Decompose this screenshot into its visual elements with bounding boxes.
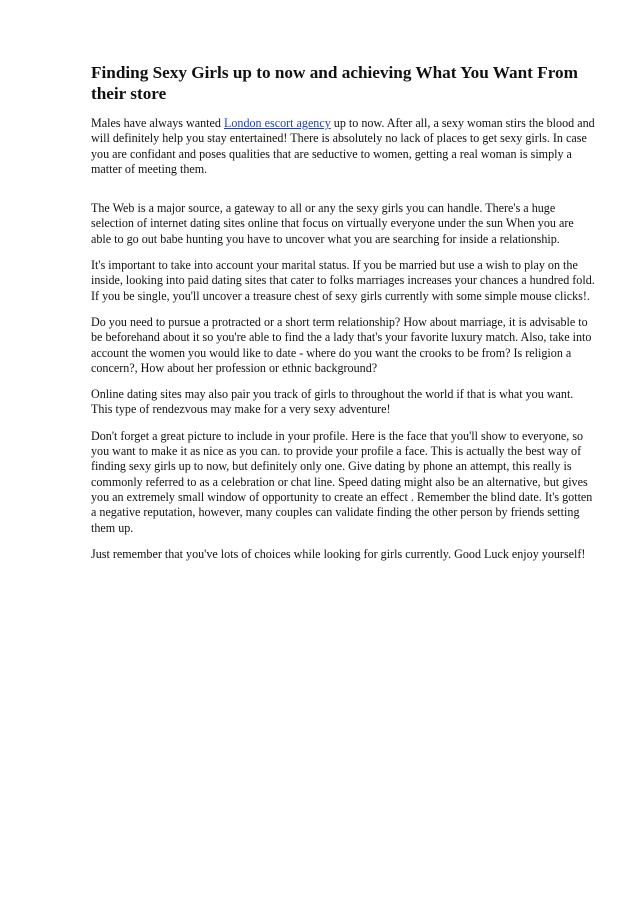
- paragraph-intro: [91, 116, 596, 177]
- document-page: [91, 62, 596, 573]
- paragraph-intro-text-after: up to now. After all, a sexy woman stirs the blood and will definitely help you stay entertained! There is absolutely no lack of places to get sexy girls. In case you are confidant and poses qualities that are seductive to women, getting a real woman is simply a matter of meeting them.: [91, 116, 595, 176]
- paragraph-profile-picture: Don't forget a great picture to include in your profile. Here is the face that you'll show to everyone, so you want to make it as nice as you can. to provide your profile a face. This is actually the best way of finding sexy girls up to now, but definitely only one. Give dating by phone an attempt, this really is commonly referred to as a celebration or chat line. Speed dating might also be an alternative, but gives you an extremely small window of opportunity to create an effect . Remember the blind date. It's gotten a negative reputation, however, many couples can validate finding the other person by friends setting them up.: [91, 428, 593, 535]
- document-title: Finding Sexy Girls up to now and achieving What You Want From their store: [91, 63, 578, 103]
- paragraph-web-source: The Web is a major source, a gateway to all or any the sexy girls you can handle. There's a huge selection of internet dating sites online that focus on virtually everyone under the sun When you are able to go out babe hunting you have to uncover what you are searching for inside a relationship.: [91, 201, 574, 246]
- paragraph-intro-text-before: Males have always wanted: [91, 116, 224, 130]
- paragraph-worldwide: Online dating sites may also pair you track of girls to throughout the world if that is what you want. This type of rendezvous may make for a very sexy adventure!: [91, 387, 574, 417]
- paragraph-closing: Just remember that you've lots of choices while looking for girls currently. Good Luck enjoy yourself!: [91, 546, 586, 561]
- london-escort-agency-link[interactable]: London escort agency: [223, 116, 331, 130]
- paragraph-relationship-type: Do you need to pursue a protracted or a short term relationship? How about marriage, it is advisable to be beforehand about it so you're able to find the a lady that's your favorite luxury match. Also, take into account the women you would like to date - where do you want the crooks to be from? Is religion a concern?, How about her profession or ethnic background?: [91, 314, 592, 375]
- paragraph-marital-status: It's important to take into account your marital status. If you be married but use a wish to play on the inside, looking into paid dating sites that cater to folks marriages increases your chances a hundred fold. If you be single, you'll uncover a treasure chest of sexy girls currently with some simple mouse clicks!.: [91, 258, 595, 303]
